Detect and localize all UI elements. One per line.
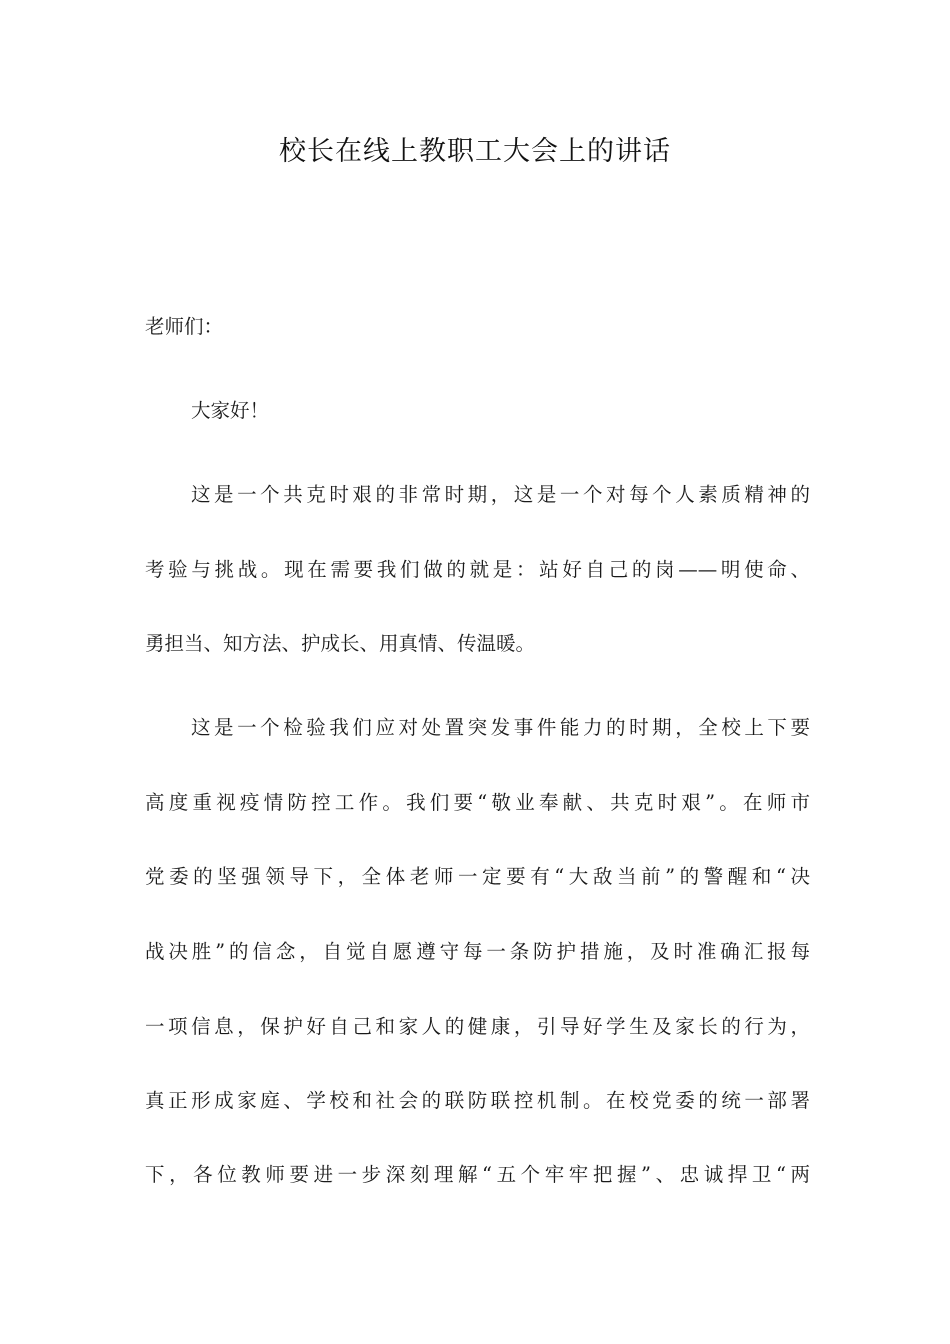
salutation: 老师们： <box>145 315 224 338</box>
paragraph-2-line-2: 高度重视疫情防控工作。我们要“敬业奉献、共克时艰”。在师市 <box>145 791 810 814</box>
paragraph-2-line-1: 这是一个检验我们应对处置突发事件能力的时期，全校上下要 <box>191 716 810 739</box>
paragraph-2-line-5: 一项信息，保护好自己和家人的健康，引导好学生及家长的行为， <box>145 1015 810 1038</box>
paragraph-2-line-4: 战决胜”的信念，自觉自愿遵守每一条防护措施，及时准确汇报每 <box>145 940 810 963</box>
document-title: 校长在线上教职工大会上的讲话 <box>279 136 671 167</box>
paragraph-1-line-1: 这是一个共克时艰的非常时期，这是一个对每个人素质精神的 <box>191 483 810 506</box>
paragraph-2-line-6: 真正形成家庭、学校和社会的联防联控机制。在校党委的统一部署 <box>145 1089 810 1112</box>
greeting: 大家好！ <box>191 399 270 422</box>
paragraph-2-line-7: 下，各位教师要进一步深刻理解“五个牢牢把握”、忠诚捍卫“两 <box>145 1163 810 1186</box>
paragraph-1-line-3: 勇担当、知方法、护成长、用真情、传温暖。 <box>145 632 536 655</box>
paragraph-2-line-3: 党委的坚强领导下，全体老师一定要有“大敌当前”的警醒和“决 <box>145 865 810 888</box>
paragraph-1-line-2: 考验与挑战。现在需要我们做的就是：站好自己的岗——明使命、 <box>145 558 810 581</box>
